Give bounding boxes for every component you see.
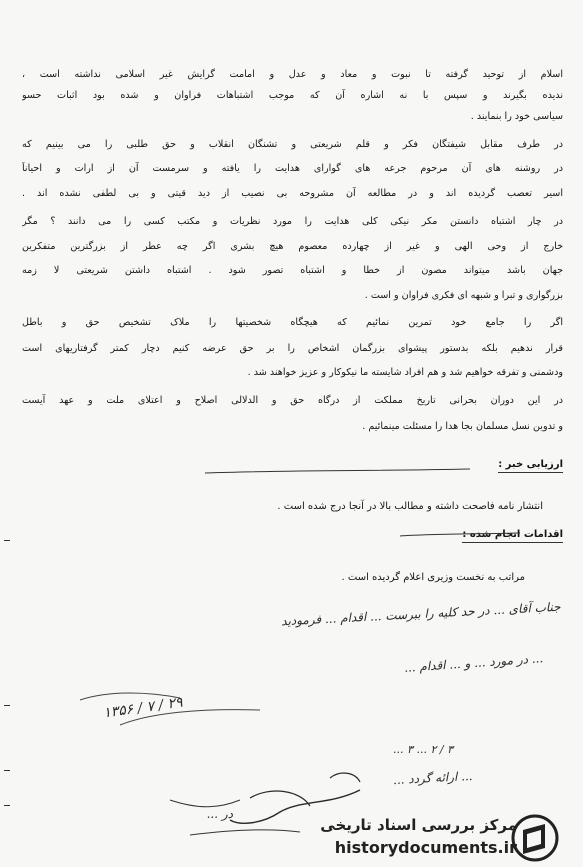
typed-line-5: در روشنه های آن مرحوم جرعه های گوارای هدایت را یافته و سرمست آن از ارات و احیاناً	[22, 163, 563, 174]
typed-line-13: ودشمنی و تفرقه خواهیم شد و هم افراد شایسته ما نیکوکار و عزیز خواهند شد .	[247, 367, 563, 378]
typed-line-11: اگر را جامع خود تمرین نمائیم که هیچگاه شخصیتها را ملاک تشخیص حق و باطل	[22, 317, 563, 328]
handwritten-note-line-1: جناب آقای ... در حد کلیه را ببرست ... اقدام ... فرمودید	[281, 599, 562, 629]
typed-line-9: جهان باشد میتواند مصون از خطا و اشتباه تصور شود . اشتباه داشتن شریعتی لا زمه	[22, 265, 563, 276]
typed-line-7: در چار اشتباه دانستن مکر نیکی کلی هدایت را مورد نظریات و مکتب کسی را می دانند ؟ مگر	[22, 216, 563, 227]
watermark-url: historydocuments.ir	[334, 838, 517, 857]
handwritten-note-line-3: ... ارائه گردد ...	[393, 768, 474, 788]
typed-line-3: سیاسی خود را بنمایند .	[470, 111, 563, 122]
typed-line-1: اسلام از توحید گرفته تا نبوت و معاد و عدل و امامت گرایش غیر اسلامی نداشته است ،	[22, 69, 563, 80]
typed-line-10: بزرگواری و تبرا و شبهه ای فکری فراوان و است .	[364, 290, 563, 301]
typed-line-8: خارج از وحی الهی و غیر از چهارده معصوم هیچ بشری اگر چه عطر از بزرگترین متفکرین	[22, 241, 563, 252]
handwritten-date: ۲۹ / ۷ / ۱۳۵۶	[102, 694, 184, 722]
typed-line-14: در این دوران بحرانی تاریخ مملکت از درگاه حق و الدلالی اصلاح و اعتلای ملت و عهد آیست	[22, 395, 563, 406]
actions-text: مراتب به نخست وزیری اعلام گردیده است .	[341, 572, 525, 583]
actions-heading: اقدامات انجام شده :	[462, 528, 563, 543]
handwritten-reference: ۳ / ۲ ... ۳ ...	[393, 743, 453, 756]
watermark-name: مرکز بررسی اسناد تاریخی	[320, 816, 517, 834]
typed-line-4: در طرف مقابل شیفتگان فکر و قلم شریعتی و تشنگان انقلاب و حق طلبی را می بینیم که	[22, 139, 563, 150]
typed-line-15: و تدوین نسل مسلمان بجا هدا را مسئلت مینمائیم .	[362, 421, 563, 432]
typed-line-12: قرار ندهیم بلکه بدستور پیشوای بزرگمان اشخاص را بر حق عرضه کنیم دچار کمتر گرفتاریهای است	[22, 343, 563, 354]
handwritten-note-line-2: ... در مورد ... و ... اقدام ...	[403, 651, 544, 675]
typed-line-6: اسیر تعصب گردیده اند و در مطالعه آن مشروحه بی نصیب از دید قیتی و بی لطفی نشده اند .	[22, 188, 563, 199]
handwritten-note-line-4: در ...	[206, 807, 233, 821]
typed-line-2: ندیده بگیرند و سپس با نه اشاره آن که موجب اشتباهات فراوان و شده بود اثبات حسو	[22, 90, 563, 101]
evaluation-text: انتشار نامه فاصحت داشته و مطالب بالا در آنجا درج شده است .	[277, 501, 543, 512]
evaluation-heading: ارزیابی خبر :	[498, 458, 563, 473]
